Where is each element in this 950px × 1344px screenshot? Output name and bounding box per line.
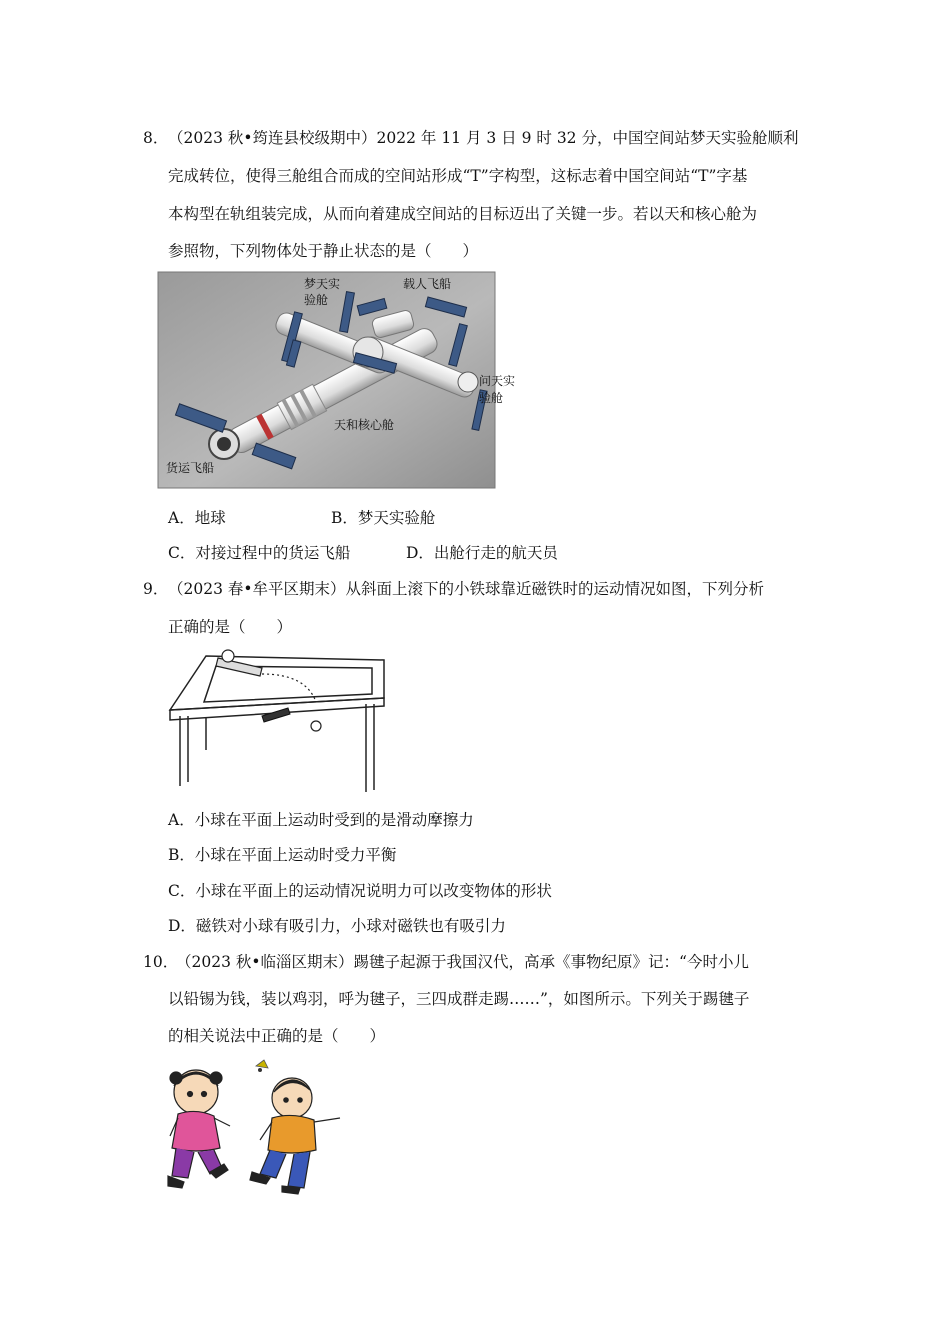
question-9-line-2: 正确的是（ ） <box>168 618 293 636</box>
question-9-option-c: C．小球在平面上的运动情况说明力可以改变物体的形状 <box>168 882 552 900</box>
label-mengtian-1: 梦天实 <box>304 277 341 291</box>
question-8-line-4: 参照物，下列物体处于静止状态的是（ ） <box>168 242 479 260</box>
question-10-number: 10． <box>143 953 179 971</box>
label-wentian-2: 验舱 <box>479 391 504 405</box>
label-mengtian-2: 验舱 <box>304 293 329 307</box>
label-wentian-1: 问天实 <box>479 374 516 388</box>
question-8-option-c: C．对接过程中的货运飞船 <box>168 544 351 562</box>
question-8-line-1: （2023 秋•筠连县校级期中）2022 年 11 月 3 日 9 时 32 分，中国空间站梦天实验舱顺利 <box>168 129 799 147</box>
question-8-line-2: 完成转位，使得三舱组合而成的空间站形成“T”字构型，这标志着中国空间站“T”字基 <box>168 167 748 185</box>
question-9-line-1: （2023 春•牟平区期末）从斜面上滚下的小铁球靠近磁铁时的运动情况如图，下列分析 <box>168 580 765 598</box>
label-zairen: 载人飞船 <box>403 277 452 291</box>
label-tianhe: 天和核心舱 <box>334 418 395 432</box>
question-9-option-a: A．小球在平面上运动时受到的是滑动摩擦力 <box>168 811 474 829</box>
question-8-option-a: A．地球 <box>168 509 226 527</box>
shuttlecock-kids-figure <box>164 1056 354 1198</box>
space-station-figure <box>158 272 516 488</box>
shuttlecock-icon <box>256 1060 268 1072</box>
question-9-option-b: B．小球在平面上运动时受力平衡 <box>168 846 397 864</box>
question-10-line-3: 的相关说法中正确的是（ ） <box>168 1027 386 1045</box>
question-8-line-3: 本构型在轨组装完成，从而向着建成空间站的目标迈出了关键一步。若以天和核心舱为 <box>168 205 758 223</box>
question-8-option-b: B．梦天实验舱 <box>331 509 436 527</box>
question-10-line-1: （2023 秋•临淄区期末）踢毽子起源于我国汉代，高承《事物纪原》记：“今时小儿 <box>176 953 749 971</box>
question-8-option-d: D．出舱行走的航天员 <box>406 544 558 562</box>
question-9-option-d: D．磁铁对小球有吸引力，小球对磁铁也有吸引力 <box>168 917 506 935</box>
question-9-number: 9． <box>143 580 169 598</box>
question-10-line-2: 以铅锡为钱，装以鸡羽，呼为毽子，三四成群走踢……”，如图所示。下列关于踢毽子 <box>168 990 750 1008</box>
magnet-ball-figure <box>166 646 392 794</box>
question-8-number: 8． <box>143 129 169 147</box>
label-huoyun: 货运飞船 <box>166 461 215 475</box>
